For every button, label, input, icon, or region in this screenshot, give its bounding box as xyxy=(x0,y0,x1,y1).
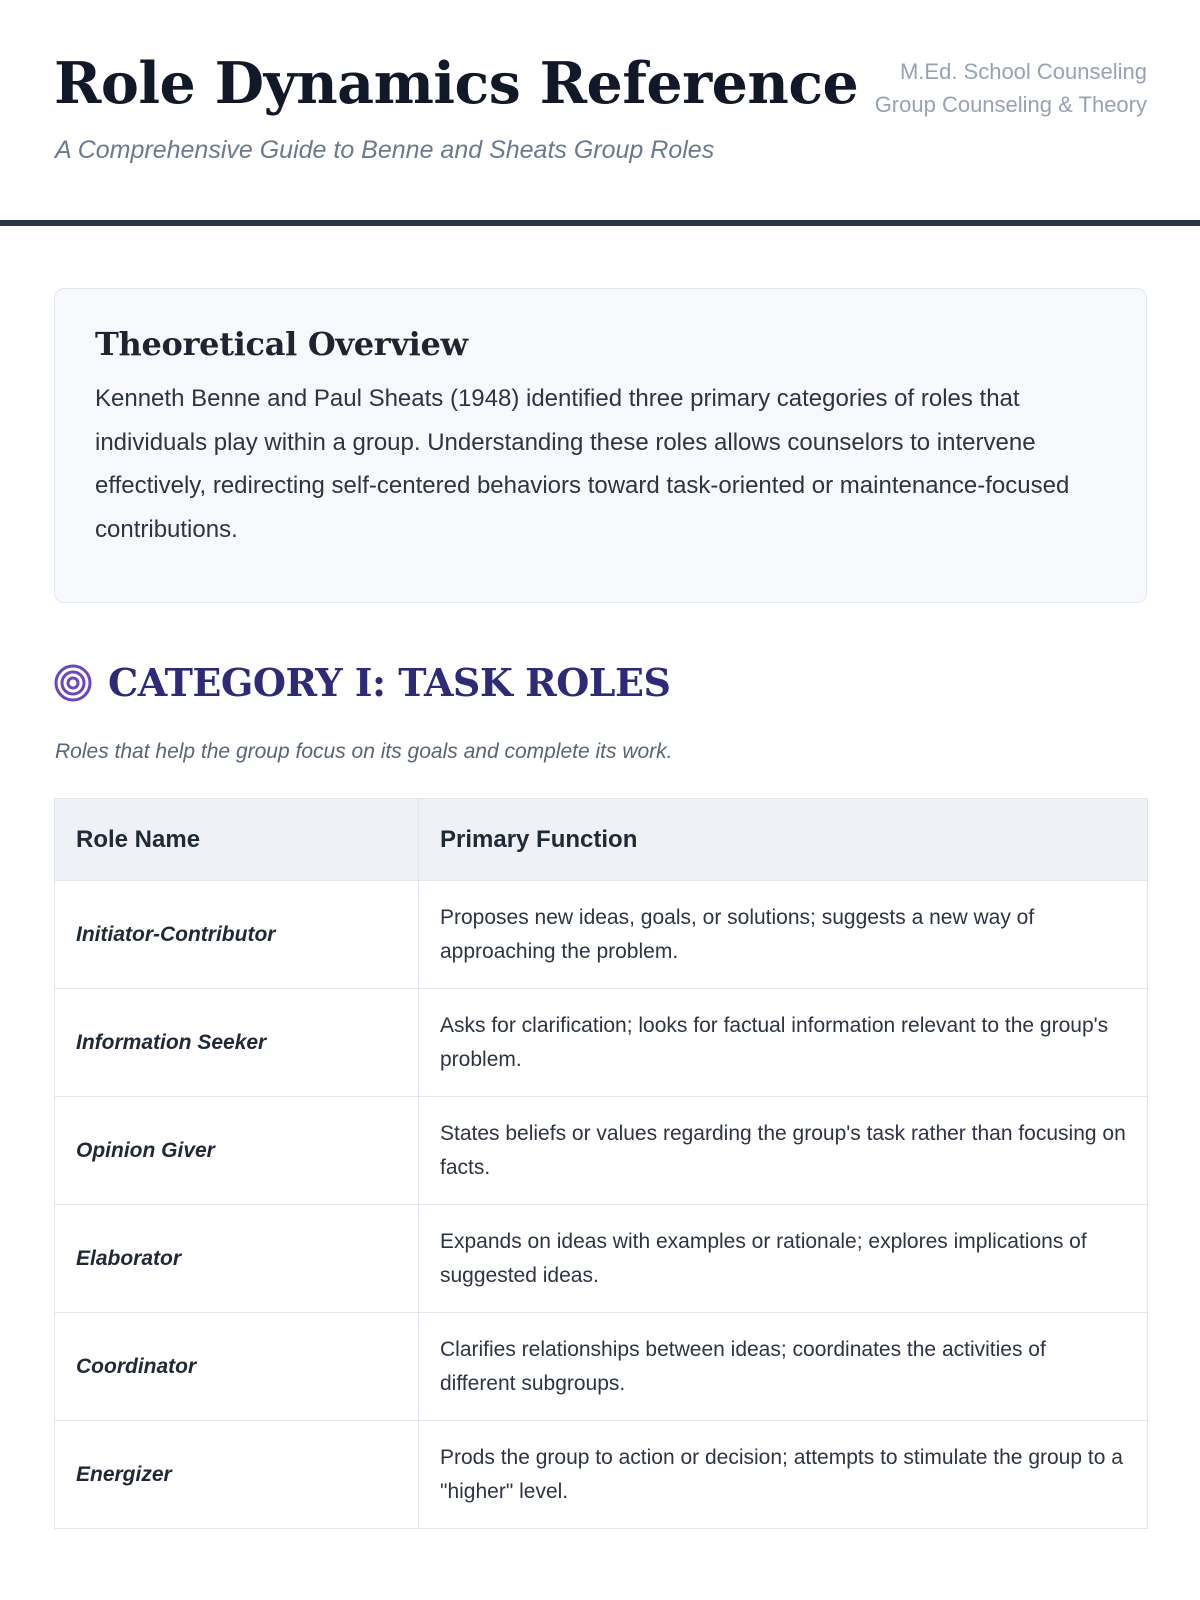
category-heading xyxy=(54,660,670,705)
role-name-cell: Information Seeker xyxy=(55,989,419,1097)
program-name: M.Ed. School Counseling xyxy=(899,59,1147,84)
course-meta xyxy=(875,55,1147,121)
table-row xyxy=(55,881,1148,989)
category-description: Roles that help the group focus on its goals and complete its work. xyxy=(55,740,673,763)
role-function-cell: Clarifies relationships between ideas; coordinates the activities of different subgroups. xyxy=(419,1313,1148,1421)
page-header xyxy=(0,0,1200,226)
overview-body: Kenneth Benne and Paul Sheats (1948) identified three primary categories of roles that individuals play within a group. Understanding these roles allows counselors to intervene effectively, redirecting self-centered behaviors toward task-oriented or maintenance-focused contributions. xyxy=(95,385,1070,543)
page-subtitle: A Comprehensive Guide to Benne and Sheats Group Roles xyxy=(55,136,715,164)
overview-card xyxy=(54,288,1147,603)
role-function-cell: States beliefs or values regarding the group's task rather than focusing on facts. xyxy=(419,1097,1148,1205)
role-function-cell: Proposes new ideas, goals, or solutions; suggests a new way of approaching the problem. xyxy=(419,881,1148,989)
overview-heading: Theoretical Overview xyxy=(95,325,468,363)
role-function-cell: Prods the group to action or decision; attempts to stimulate the group to a "higher" level. xyxy=(419,1421,1148,1529)
table-row xyxy=(55,1313,1148,1421)
table-row xyxy=(55,1421,1148,1529)
role-function-cell: Expands on ideas with examples or rationale; explores implications of suggested ideas. xyxy=(419,1205,1148,1313)
target-icon xyxy=(54,664,92,702)
task-roles-table xyxy=(54,798,1148,1529)
role-name-cell: Elaborator xyxy=(55,1205,419,1313)
category-title: CATEGORY I: TASK ROLES xyxy=(108,660,671,705)
role-name-cell: Energizer xyxy=(55,1421,419,1529)
table-header-row xyxy=(55,799,1148,881)
course-name: Group Counseling & Theory xyxy=(874,92,1147,117)
page-title: Role Dynamics Reference xyxy=(54,50,859,117)
column-header-role-name: Role Name xyxy=(55,799,419,881)
column-header-primary-function: Primary Function xyxy=(419,799,1148,881)
table-row xyxy=(55,989,1148,1097)
role-function-cell: Asks for clarification; looks for factual information relevant to the group's problem. xyxy=(419,989,1148,1097)
table-row xyxy=(55,1097,1148,1205)
role-name-cell: Opinion Giver xyxy=(55,1097,419,1205)
table-row xyxy=(55,1205,1148,1313)
role-name-cell: Initiator-Contributor xyxy=(55,881,419,989)
role-name-cell: Coordinator xyxy=(55,1313,419,1421)
